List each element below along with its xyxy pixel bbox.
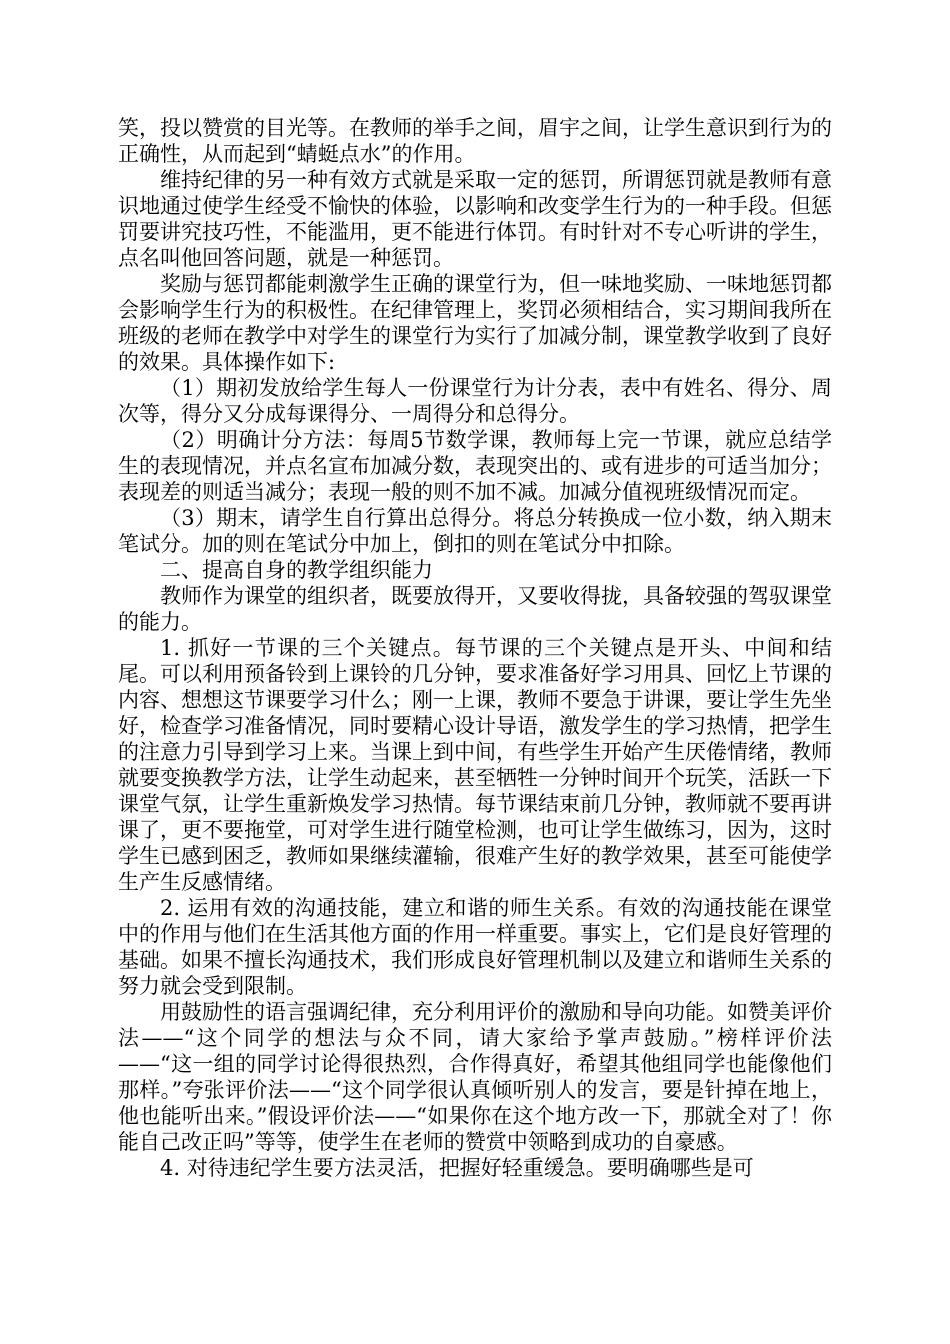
paragraph-punishment: 维持纪律的另一种有效方式就是采取一定的惩罚，所谓惩罚就是教师有意识地通过使学生经受不愉快的体验，以影响和改变学生行为的一种手段。但惩罚要讲究技巧性，不能滥用，更不能进行体罚。有时针对不专心听讲的学生，点名叫他回答问题，就是一种惩罚。 xyxy=(118,168,832,270)
paragraph-point-4: 4. 对待违纪学生要方法灵活，把握好轻重缓急。要明确哪些是可 xyxy=(160,1156,754,1180)
paragraph-point-1: 1. 抓好一节课的三个关键点。每节课的三个关键点是开头、中间和结尾。可以利用预备铃到上课铃的几分钟，要求准备好学习用具、回忆上节课的内容、想想这节课要学习什么；刚一上课，教师不要急于讲课，要让学生先坐好，检查学习准备情况，同时要精心设计导语，激发学生的学习热情，把学生的注意力引导到学习上来。当课上到中间，有些学生开始产生厌倦情绪，教师就要变换教学方法，让学生动起来，甚至牺牲一分钟时间开个玩笑，活跃一下课堂气氛，让学生重新焕发学习热情。每节课结束前几分钟，教师就不要再讲课了，更不要拖堂，可对学生进行随堂检测，也可让学生做练习，因为，这时学生已感到困乏，教师如果继续灌输，很难产生好的教学效果，甚至可能使学生产生反感情绪。 xyxy=(118,636,832,894)
paragraph-reward-and-punishment: 奖励与惩罚都能刺激学生正确的课堂行为，但一味地奖励、一味地惩罚都会影响学生行为的积极性。在纪律管理上，奖罚必须相结合，实习期间我所在班级的老师在教学中对学生的课堂行为实行了加减分制，课堂教学收到了良好的效果。具体操作如下: xyxy=(118,272,832,374)
list-item-step-3: （3）期末，请学生自行算出总得分。将总分转换成一位小数，纳入期末笔试分。加的则在笔试分中加上，倒扣的则在笔试分中扣除。 xyxy=(118,506,832,556)
list-item-step-1: （1）期初发放给学生每人一份课堂行为计分表，表中有姓名、得分、周次等，得分又分成每课得分、一周得分和总得分。 xyxy=(118,376,832,426)
document-body xyxy=(118,115,832,1181)
paragraph-continued-praise: 笑，投以赞赏的目光等。在教师的举手之间，眉宇之间，让学生意识到行为的正确性，从而起到“蜻蜓点水”的作用。 xyxy=(118,116,832,166)
paragraph-point-2: 2. 运用有效的沟通技能，建立和谐的师生关系。有效的沟通技能在课堂中的作用与他们在生活其他方面的作用一样重要。事实上，它们是良好管理的基础。如果不擅长沟通技术，我们形成良好管理机制以及建立和谐师生关系的努力就会受到限制。 xyxy=(118,896,832,998)
list-item-step-2: （2）明确计分方法：每周5节数学课，教师每上完一节课，就应总结学生的表现情况，并点名宣布加减分数，表现突出的、或有进步的可适当加分；表现差的则适当减分；表现一般的则不加不减。加减分值视班级情况而定。 xyxy=(118,428,832,504)
paragraph-organizer: 教师作为课堂的组织者，既要放得开，又要收得拢，具备较强的驾驭课堂的能力。 xyxy=(118,584,832,634)
paragraph-encouraging-language: 用鼓励性的语言强调纪律，充分利用评价的激励和导向功能。如赞美评价法——“这个同学的想法与众不同，请大家给予掌声鼓励。”榜样评价法——“这一组的同学讨论得很热烈，合作得真好，希望其他组同学也能像他们那样。”夸张评价法——“这个同学很认真倾听别人的发言，要是针掉在地上，他也能听出来。”假设评价法——“如果你在这个地方改一下，那就全对了！你能自己改正吗”等等，使学生在老师的赞赏中领略到成功的自豪感。 xyxy=(118,1000,832,1154)
section-heading-2: 二、提高自身的教学组织能力 xyxy=(160,558,433,582)
